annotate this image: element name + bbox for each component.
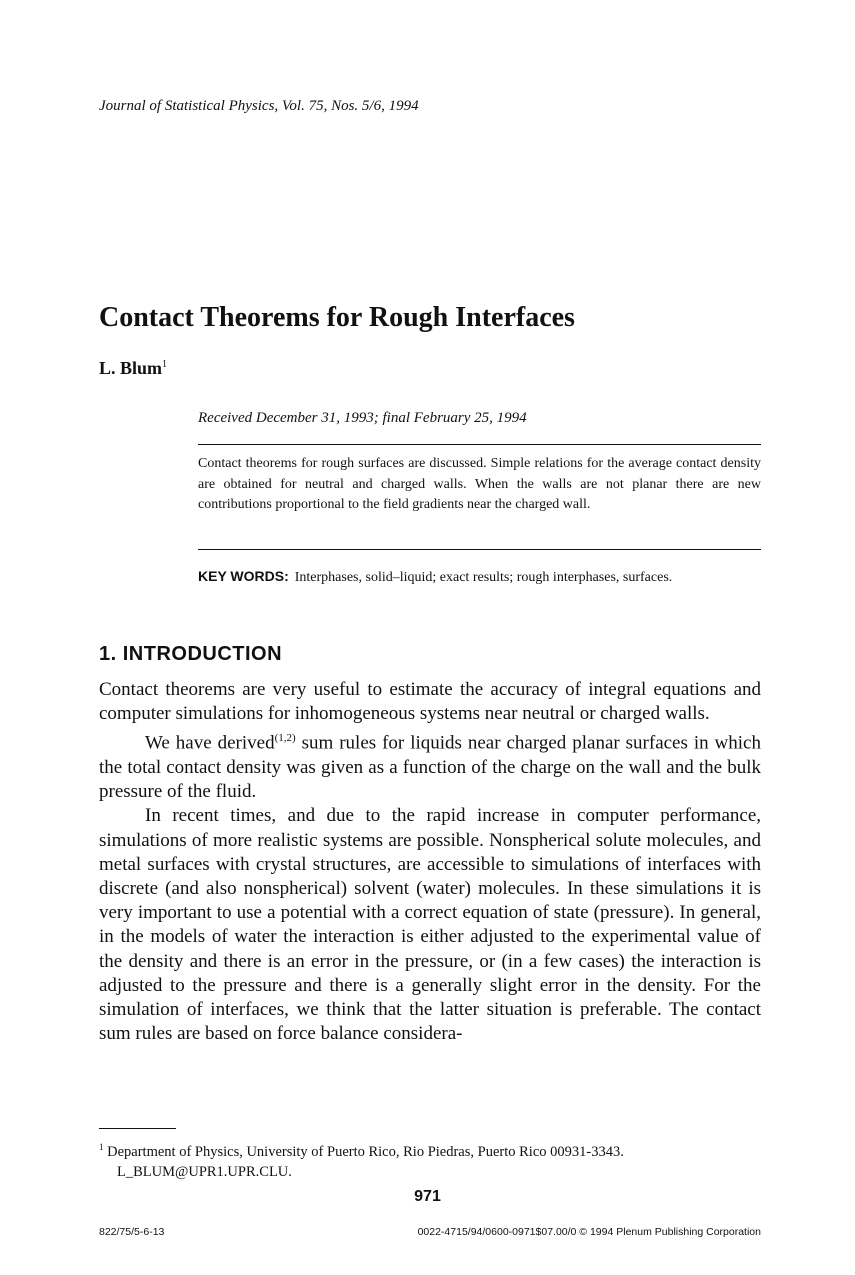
abstract-bottom-rule: [198, 549, 761, 550]
abstract: Contact theorems for rough surfaces are discussed. Simple relations for the average contact density are obtained for neutral and charged walls. When the walls are not planar there are new contributions proportional to the field gradients near the charged wall.: [198, 456, 761, 513]
footnote: [99, 1137, 761, 1182]
section-heading: 1. INTRODUCTION: [99, 643, 283, 665]
paper-title: Contact Theorems for Rough Interfaces: [99, 302, 575, 333]
page-number: 971: [414, 1188, 441, 1205]
author-name: L. Blum: [99, 358, 163, 378]
keywords: [198, 566, 761, 589]
footnote-email: L_BLUM@UPR1.UPR.CLU.: [117, 1163, 292, 1180]
article-code: 822/75/5-6-13: [99, 1226, 165, 1238]
copyright-line: 0022-4715/94/0600-0971$07.00/0 © 1994 Plenum Publishing Corporation: [417, 1226, 761, 1238]
footnote-affiliation: Department of Physics, University of Puerto Rico, Rio Piedras, Puerto Rico 00931-3343.: [107, 1143, 624, 1160]
section-body: [99, 678, 761, 1046]
author-footnote-mark: 1: [162, 359, 168, 370]
footnote-rule: [99, 1128, 176, 1129]
journal-citation: Journal of Statistical Physics, Vol. 75, Nos. 5/6, 1994: [99, 98, 419, 114]
abstract-top-rule: [198, 444, 761, 445]
paragraph-2-rest: sum rules for liquids near charged planar surfaces in which the total contact density was given as a function of the charge on the wall and the bulk pressure of the fluid.: [99, 732, 761, 803]
citation-ref: (1,2): [274, 732, 296, 745]
author-line: [99, 358, 167, 379]
paragraph-2: [99, 726, 761, 804]
footnote-mark: 1: [99, 1142, 104, 1152]
keywords-text: Interphases, solid–liquid; exact results; rough interphases, surfaces.: [294, 570, 673, 585]
keywords-label: KEY WORDS:: [198, 568, 289, 584]
paragraph-1: Contact theorems are very useful to estimate the accuracy of integral equations and computer simulations for inhomogeneous systems near neutral or charged walls.: [99, 679, 761, 725]
paragraph-2-start: We have derived: [145, 732, 275, 754]
received-dates: Received December 31, 1993; final February 25, 1994: [198, 410, 527, 426]
paragraph-3: In recent times, and due to the rapid increase in computer performance, simulations of more realistic systems are possible. Nonspherical solute molecules, and metal surfaces with crystal structures, are accessible to simulations of interfaces with discrete (and also nonspherical) solvent (water) molecules. In these simulations it is very important to use a potential with a correct equation of state (pressure). In general, in the models of water the interaction is either adjusted to the experimental value of the density and there is an error in the pressure, or (in a few cases) the interaction is adjusted to the pressure and there is a generally slight error in the density. For the simulation of interfaces, we think that the latter situation is preferable. The contact sum rules are based on force balance considera-: [99, 805, 761, 1045]
